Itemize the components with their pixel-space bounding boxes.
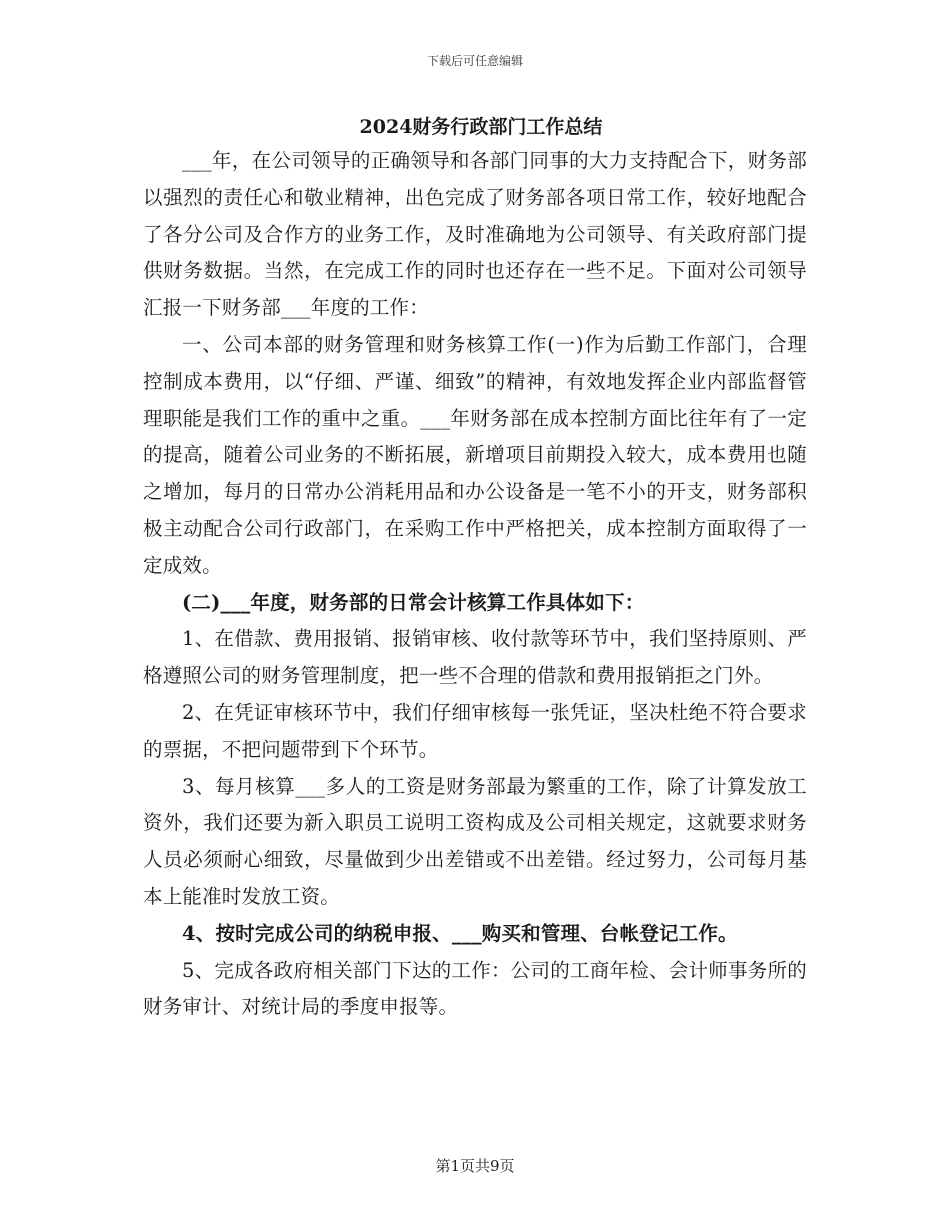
paragraph-item-1: 1、在借款、费用报销、报销审核、收付款等环节中，我们坚持原则、严格遵照公司的财务管理制度，把一些不合理的借款和费用报销拒之门外。	[143, 627, 807, 688]
paragraph-item-4: 4、按时完成公司的纳税申报、___购买和管理、台帐登记工作。	[182, 921, 738, 945]
paragraph-item-2: 2、在凭证审核环节中，我们仔细审核每一张凭证，坚决杜绝不符合要求的票据，不把问题带到下个环节。	[143, 700, 807, 761]
page-header-note: 下载后可任意编辑	[426, 54, 523, 68]
document-title: 2024财务行政部门工作总结	[359, 116, 603, 138]
document-body	[143, 111, 807, 1026]
paragraph-item-3: 3、每月核算___多人的工资是财务部最为繁重的工作，除了计算发放工资外，我们还要为新入职员工说明工资构成及公司相关规定，这就要求财务人员必须耐心细致，尽量做到少出差错或不出差错。经过努力，公司每月基本上能准时发放工资。	[143, 774, 807, 908]
paragraph-section-one: 一、公司本部的财务管理和财务核算工作(一)作为后勤工作部门，合理控制成本费用，以“仔细、严谨、细致”的精神，有效地发挥企业内部监督管理职能是我们工作的重中之重。___年财务部在成本控制方面比往年有了一定的提高，随着公司业务的不断拓展，新增项目前期投入较大，成本费用也随之增加，每月的日常办公消耗用品和办公设备是一笔不小的开支，财务部积极主动配合公司行政部门，在采购工作中严格把关，成本控制方面取得了一定成效。	[143, 332, 807, 577]
page-number: 第1页共9页	[435, 1157, 515, 1175]
paragraph-section-two-heading: (二)___年度，财务部的日常会计核算工作具体如下：	[182, 590, 645, 614]
paragraph-item-5: 5、完成各政府相关部门下达的工作：公司的工商年检、会计师事务所的财务审计、对统计局的季度申报等。	[143, 958, 807, 1019]
paragraph-intro: ___年，在公司领导的正确领导和各部门同事的大力支持配合下，财务部以强烈的责任心和敬业精神，出色完成了财务部各项日常工作，较好地配合了各分公司及合作方的业务工作，及时准确地为公司领导、有关政府部门提供财务数据。当然，在完成工作的同时也还存在一些不足。下面对公司领导汇报一下财务部___年度的工作：	[143, 149, 807, 320]
